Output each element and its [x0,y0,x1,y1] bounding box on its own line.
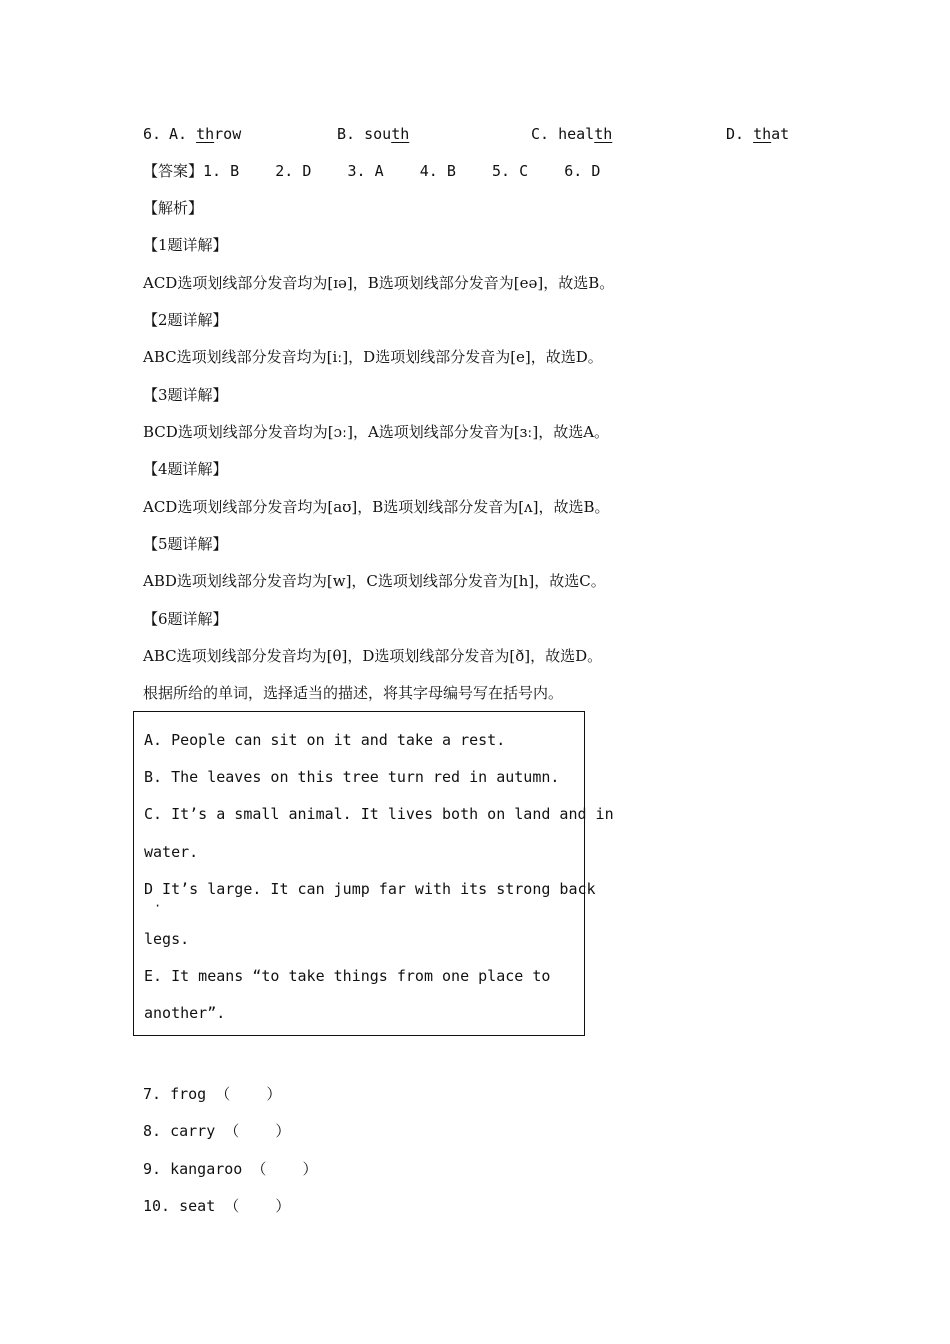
question-item: 9. kangaroo （ ） [143,1160,318,1178]
answer-item: 3. A [347,162,384,180]
answer-item: 5. C [492,162,529,180]
underlined-part: th [391,125,410,143]
question-item: 8. carry （ ） [143,1122,291,1140]
option-letter: C. [531,125,550,143]
option-d [726,124,789,144]
answer-item: 6. D [564,162,601,180]
detail-heading: 【1题详解】 [143,236,228,254]
detail-heading: 【5题详解】 [143,535,228,553]
answer-label: 【答案】 [143,162,204,180]
answer-line [143,161,600,181]
underlined-part: th [753,125,772,143]
question-item: 10. seat （ ） [143,1197,291,1215]
option-letter: D. [726,125,745,143]
detail-text: ABC选项划线部分发音均为[θ]，D选项划线部分发音为[ð]，故选D。 [143,647,603,665]
underlined-part: th [594,125,613,143]
answer-item: 1. B [203,162,240,180]
description-box [133,711,614,1036]
detail-heading: 【6题详解】 [143,610,228,628]
option-letter: A. [169,125,188,143]
description-line: water. [144,843,199,861]
detail-text: ACD选项划线部分发音均为[ɪə]，B选项划线部分发音为[eə]，故选B。 [143,274,615,292]
description-line: E. It means “to take things from one place to [144,967,551,985]
description-line: legs. [144,930,190,948]
option-text: sou [364,125,392,143]
option-text: at [771,125,790,143]
period-mark: · [154,899,162,913]
option-text: heal [558,125,595,143]
description-line: D It’s large. It can jump far with its strong back [144,880,596,898]
answer-item: 2. D [275,162,312,180]
option-letter: B. [337,125,356,143]
option-text: row [214,125,242,143]
detail-heading: 【4题详解】 [143,460,228,478]
detail-heading: 【3题详解】 [143,386,228,404]
description-line: another”. [144,1004,226,1022]
detail-text: ABD选项划线部分发音均为[w]，C选项划线部分发音为[h]，故选C。 [143,572,606,590]
question-item: 7. frog （ ） [143,1085,282,1103]
option-b [337,124,409,144]
description-line: A. People can sit on it and take a rest. [144,731,506,749]
detail-text: ACD选项划线部分发音均为[aʊ]，B选项划线部分发音为[ʌ]，故选B。 [143,498,610,516]
detail-text: BCD选项划线部分发音均为[ɔː]，A选项划线部分发音为[ɜː]，故选A。 [143,423,610,441]
answer-item: 4. B [419,162,456,180]
instruction: 根据所给的单词，选择适当的描述，将其字母编号写在括号内。 [143,684,564,702]
detail-heading: 【2题详解】 [143,311,228,329]
detail-text: ABC选项划线部分发音均为[iː]，D选项划线部分发音为[e]，故选D。 [143,348,603,366]
option-a [169,124,241,144]
description-line: C. It’s a small animal. It lives both on land and in [144,805,614,823]
option-c [531,124,612,144]
description-line: B. The leaves on this tree turn red in autumn. [144,768,560,786]
question-number: 6. [143,125,162,143]
analysis-label: 【解析】 [143,199,204,217]
underlined-part: th [196,125,215,143]
